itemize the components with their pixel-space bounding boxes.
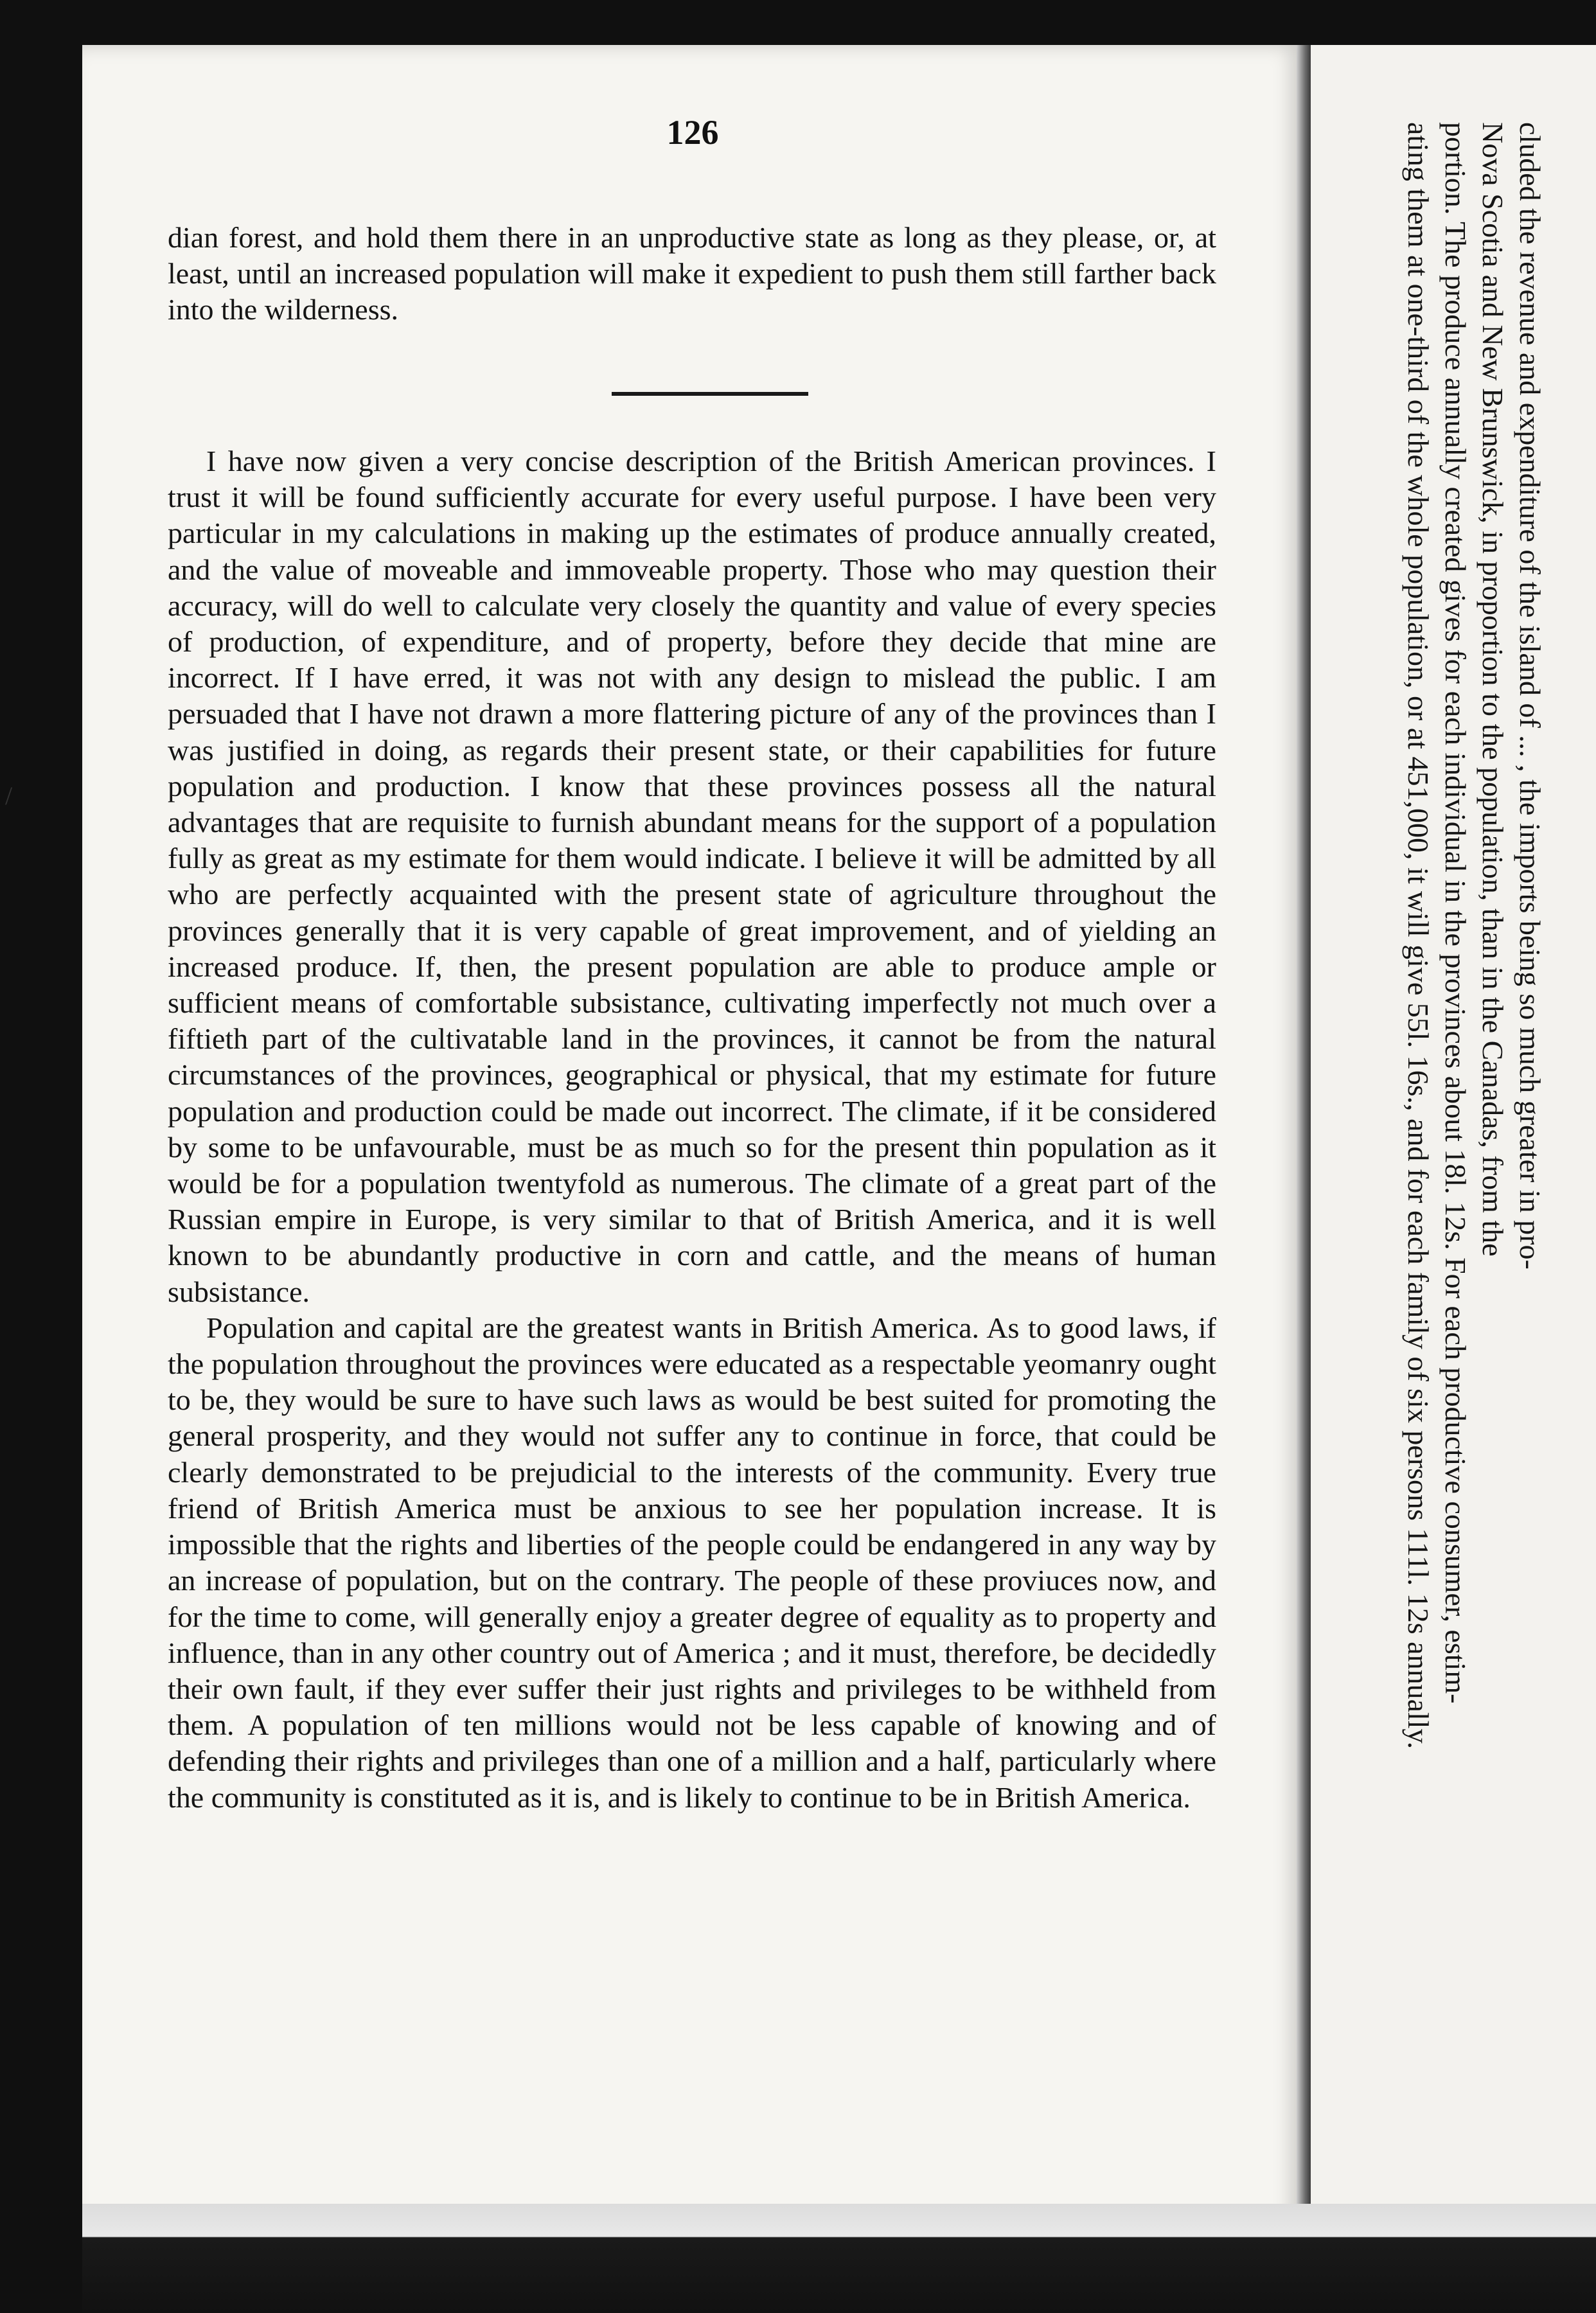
body-text-block xyxy=(168,443,1216,1816)
facing-page-rotated-text xyxy=(1399,122,1548,2210)
intro-paragraph-block xyxy=(168,220,1216,328)
facing-line: ating them at one-third of the whole population, or at 451,000, it will give 55l. 16s., and for each family of six persons 111l. 12s annually. xyxy=(1402,122,1435,1750)
intro-paragraph: dian forest, and hold them there in an unproductive state as long as they please, or, at least, until an increased population will make it expedient to push them still farther back into the wilderness. xyxy=(168,221,1216,326)
page-bottom-edge xyxy=(82,2204,1596,2313)
page-number: 126 xyxy=(666,113,719,152)
paragraph-population-capital: Population and capital are the greatest wants in British America. As to good laws, if the population throughout the provinces were educated as a respectable yeomanry ought to be, they would be sure to have such laws as would be best suited for promoting the general prosperity, and they would not suffer any to continue in force, that could be clearly demonstrated to be prejudicial to the interests of the community. Every true friend of British America must be anxious to see her population increase. It is impossible that the rights and liberties of the people could be endangered in any way by an increase of population, but on the contrary. The people of these proviuces now, and for the time to come, will generally enjoy a greater degree of equality as to property and influence, than in any other country out of America ; and it must, therefore, be decidedly their own fault, if they ever suffer their just rights and privileges to be withheld from them. A population of ten millions would not be less capable of knowing and of defending their rights and privileges than one of a million and a half, particularly where the community is constituted as it is, and is likely to continue to be in British America. xyxy=(168,1311,1216,1814)
section-divider xyxy=(612,392,808,396)
facing-line: Nova Scotia and New Brunswick, in proportion to the population, than in the Canadas, from the xyxy=(1476,122,1509,1257)
book-gutter xyxy=(1297,45,1311,2249)
facing-line: cluded the revenue and expenditure of the island of ... , the imports being so much greater in pro- xyxy=(1514,122,1547,1270)
facing-line: portion. The produce annually created gives for each individual in the provinces about 18l. 12s. For each productive consumer, estim- xyxy=(1439,122,1472,1704)
paragraph-concise-description: I have now given a very concise description of the British American provinces. I trust it will be found sufficiently accurate for every useful purpose. I have been very particular in my calculations in making up the estimates of produce annually created, and the value of moveable and immoveable property. Those who may question their accuracy, will do well to calculate very closely the quantity and value of every species of production, of expenditure, and of property, before they decide that mine are incorrect. If I have erred, it was not with any design to mislead the public. I am persuaded that I have not drawn a more flattering picture of any of the provinces than I was justified in doing, as regards their present state, or their capabilities for future population and production. I know that these provinces possess all the natural advantages that are requisite to furnish abundant means for the support of a population fully as great as my estimate for them would indicate. I believe it will be admitted by all who are perfectly acquainted with the present state of agriculture throughout the provinces generally that it is very capable of great improvement, and of yielding an increased produce. If, then, the present population are able to produce ample or sufficient means of comfortable subsistance, cultivating imperfectly not much over a fiftieth part of the cultivatable land in the provinces, it cannot be from the natural circumstances of the provinces, geographical or physical, that my estimate for future population and production could be made out incorrect. The climate, if it be considered by some to be unfavourable, must be as much so for the present thin population as it would be for a population twentyfold as numerous. The climate of a great part of the Russian empire in Europe, is very similar to that of British America, and it is well known to be abundantly productive in corn and cattle, and the means of human subsistance. xyxy=(168,445,1216,1308)
margin-mark: / xyxy=(5,781,13,810)
left-page xyxy=(5,45,1303,2249)
